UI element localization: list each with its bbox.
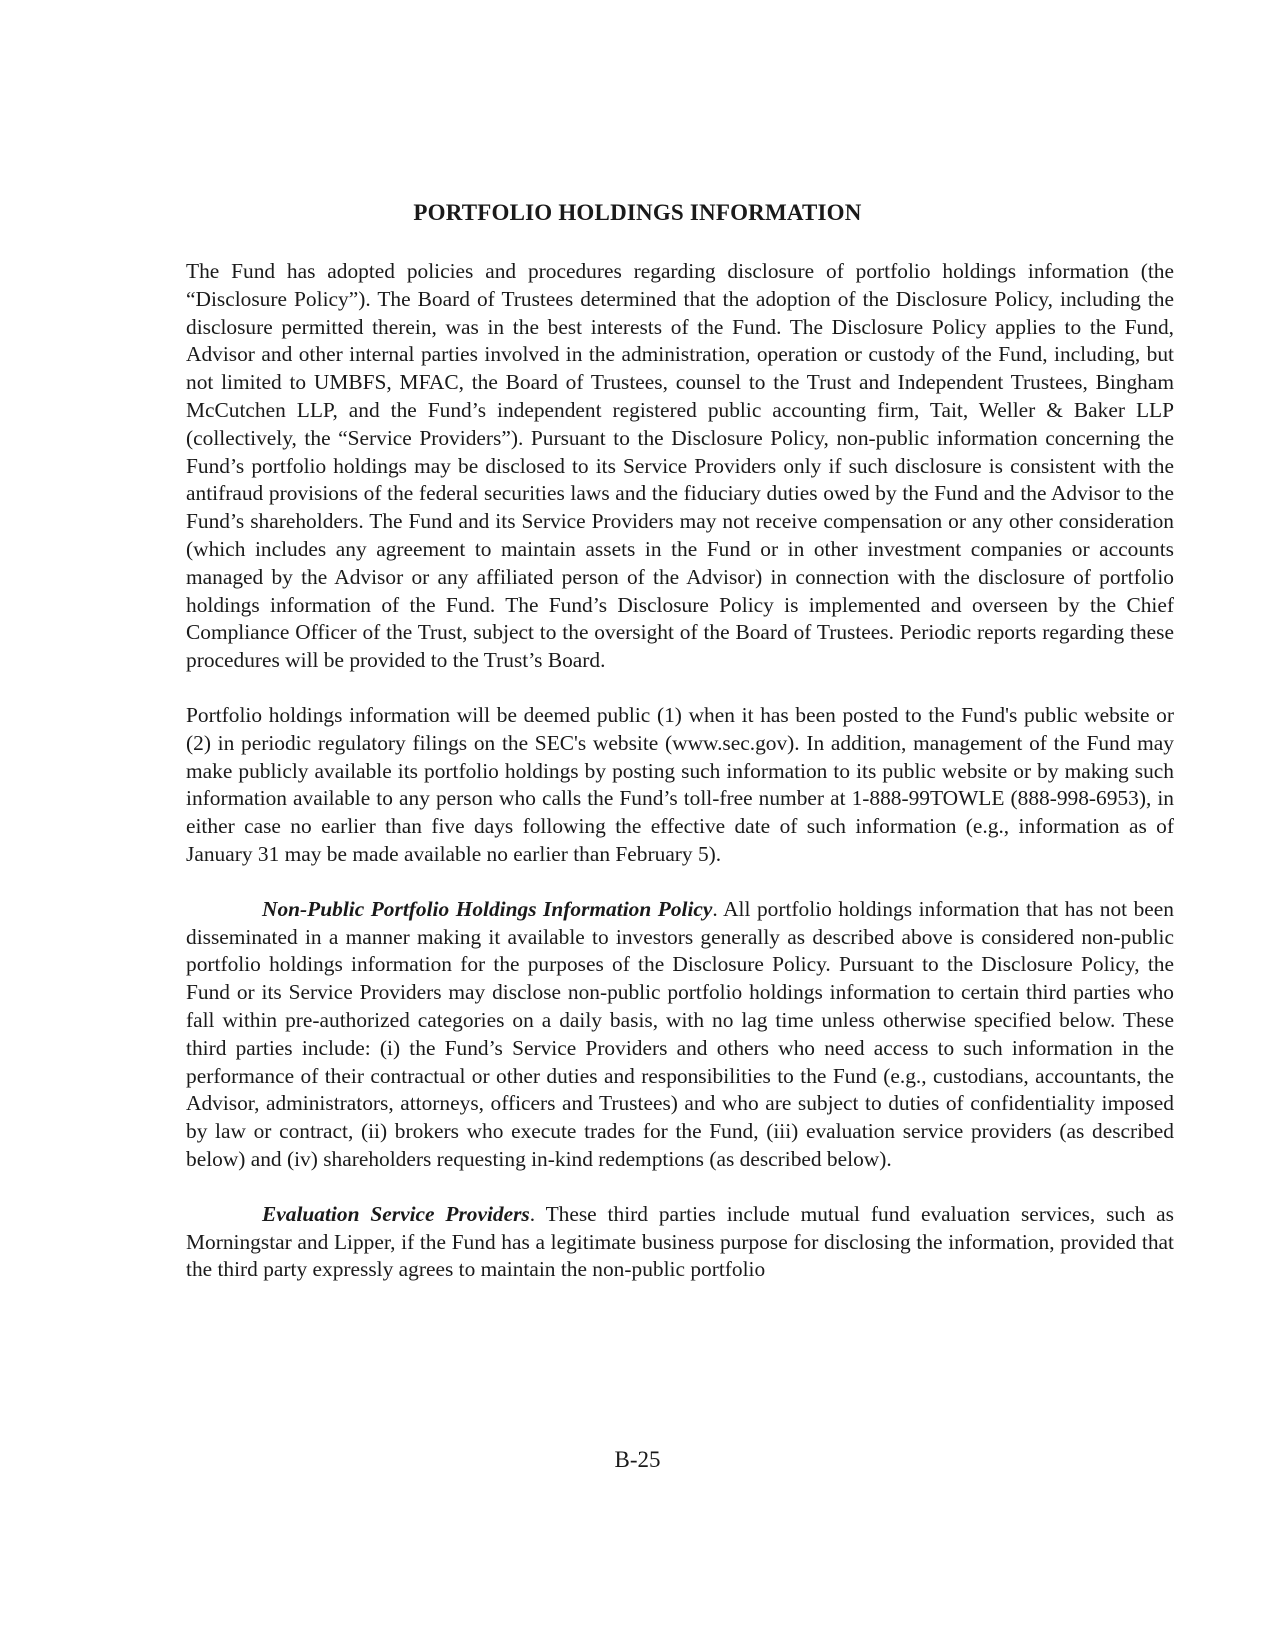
paragraph-non-public-policy-text: . All portfolio holdings information that has not been disseminated in a manner making it available to investors generally as described above is considered non-public portfolio holdings information for the purposes of the Disclosure Policy. Pursuant to the Disclosure Policy, the Fund or its Service Providers may disclose non-public portfolio holdings information to certain third parties who fall within pre-authorized categories on a daily basis, with no lag time unless otherwise specified below. These third parties include: (i) the Fund’s Service Providers and others who need access to such information in the performance of their contractual or other duties and responsibilities to the Fund (e.g., custodians, accountants, the Advisor, administrators, attorneys, officers and Trustees) and who are subject to duties of confidentiality imposed by law or contract, (ii) brokers who execute trades for the Fund, (iii) evaluation service providers (as described below) and (iv) shareholders requesting in-kind redemptions (as described below).: [186, 896, 1174, 1171]
paragraph-non-public-policy: [186, 896, 1174, 1174]
run-in-heading-non-public-policy: Non-Public Portfolio Holdings Information Policy: [262, 896, 713, 921]
paragraph-public-holdings: Portfolio holdings information will be deemed public (1) when it has been posted to the Fund's public website or (2) in periodic regulatory filings on the SEC's website (www.sec.gov). In addition, management of the Fund may make publicly available its portfolio holdings by posting such information to its public website or by making such information available to any person who calls the Fund’s toll-free number at 1-888-99TOWLE (888-998-6953), in either case no earlier than five days following the effective date of such information (e.g., information as of January 31 may be made available no earlier than February 5).: [186, 702, 1174, 866]
run-in-heading-evaluation-providers: Evaluation Service Providers: [262, 1201, 530, 1226]
page-number: B-25: [614, 1447, 661, 1472]
paragraph-evaluation-providers-text: . These third parties include mutual fund evaluation services, such as Morningstar and Lipper, if the Fund has a legitimate business purpose for disclosing the information, provided that the third party expressly agrees to maintain the non-public portfolio: [186, 1201, 1174, 1282]
paragraph-disclosure-policy: The Fund has adopted policies and procedures regarding disclosure of portfolio holdings information (the “Disclosure Policy”). The Board of Trustees determined that the adoption of the Disclosure Policy, including the disclosure permitted therein, was in the best interests of the Fund. The Disclosure Policy applies to the Fund, Advisor and other internal parties involved in the administration, operation or custody of the Fund, including, but not limited to UMBFS, MFAC, the Board of Trustees, counsel to the Trust and Independent Trustees, Bingham McCutchen LLP, and the Fund’s independent registered public accounting firm, Tait, Weller & Baker LLP (collectively, the “Service Providers”). Pursuant to the Disclosure Policy, non-public information concerning the Fund’s portfolio holdings may be disclosed to its Service Providers only if such disclosure is consistent with the antifraud provisions of the federal securities laws and the fiduciary duties owed by the Fund and the Advisor to the Fund’s shareholders. The Fund and its Service Providers may not receive compensation or any other consideration (which includes any agreement to maintain assets in the Fund or in other investment companies or accounts managed by the Advisor or any affiliated person of the Advisor) in connection with the disclosure of portfolio holdings information of the Fund. The Fund’s Disclosure Policy is implemented and overseen by the Chief Compliance Officer of the Trust, subject to the oversight of the Board of Trustees. Periodic reports regarding these procedures will be provided to the Trust’s Board.: [186, 259, 1174, 673]
body-text: [186, 258, 1174, 1311]
paragraph-evaluation-providers: [186, 1201, 1174, 1284]
section-title: PORTFOLIO HOLDINGS INFORMATION: [413, 200, 862, 225]
